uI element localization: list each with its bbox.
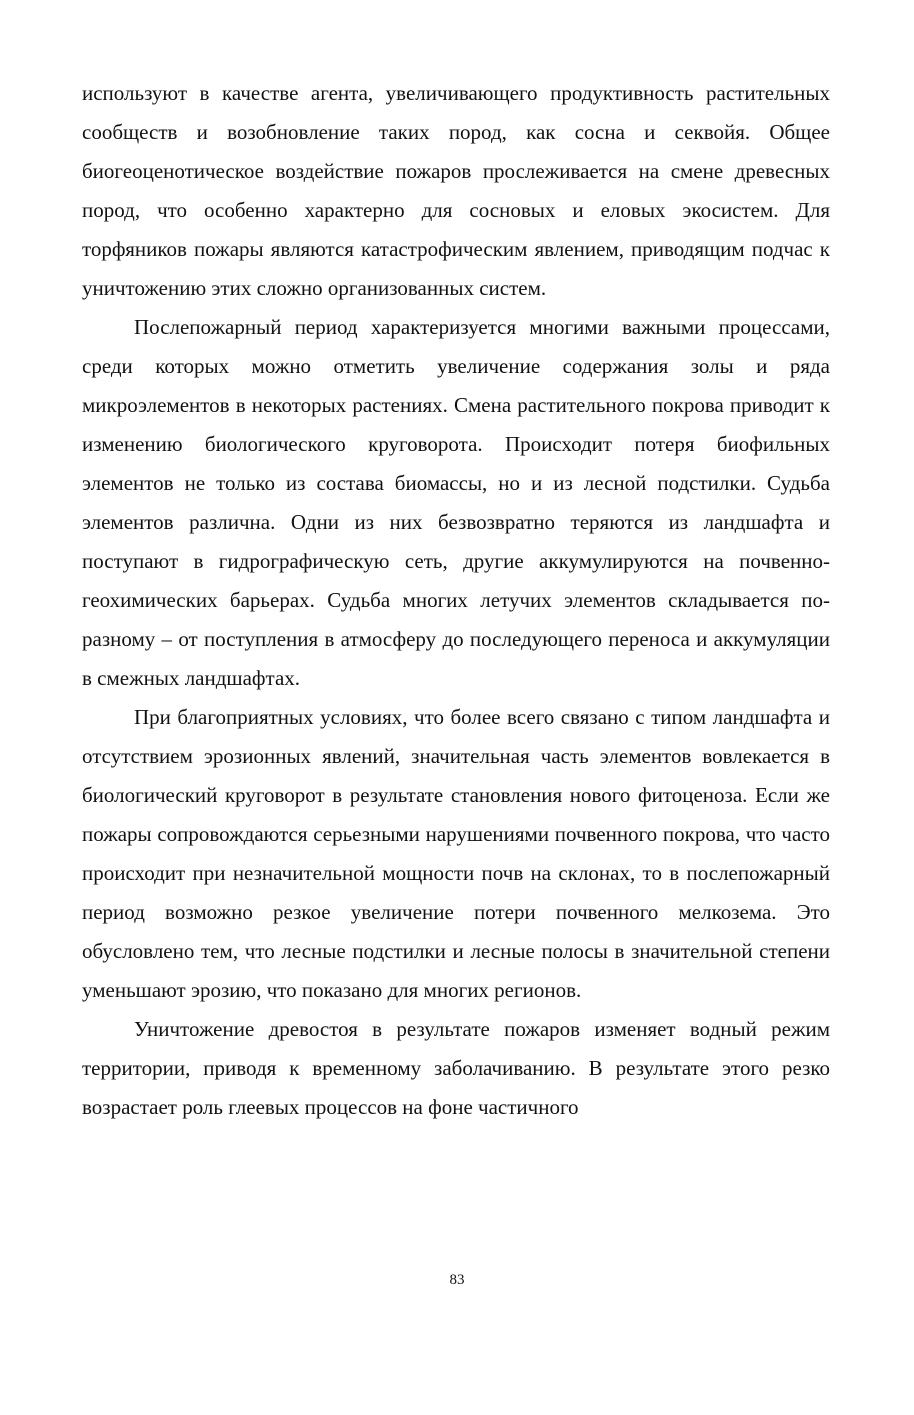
paragraph-favorable-conditions: При благоприятных условиях, что более всего связано с типом ландшафта и отсутствием эрозионных явлений, значительная часть элементов вовлекается в биологический круговорот в результате становления нового фитоценоза. Если же пожары сопровождаются серьезными нарушениями почвенного покрова, что часто происходит при незначительной мощности почв на склонах, то в послепожарный период возможно резкое увеличение потери почвенного мелкозема. Это обусловлено тем, что лесные подстилки и лесные полосы в значительной степени уменьшают эрозию, что показано для многих регионов. (82, 705, 830, 1002)
paragraph-post-fire-period: Послепожарный период характеризуется многими важными процессами, среди которых можно отметить увеличение содержания золы и ряда микроэлементов в некоторых растениях. Смена растительного покрова приводит к изменению биологического круговорота. Происходит потеря биофильных элементов не только из состава биомассы, но и из лесной подстилки. Судьба элементов различна. Одни из них безвозвратно теряются из ландшафта и поступают в гидрографическую сеть, другие аккумулируются на почвенно-геохимических барьерах. Судьба многих летучих элементов складывается по-разному – от поступления в атмосферу до последующего переноса и аккумуляции в смежных ландшафтах. (82, 315, 830, 690)
page-number: 83 (449, 1272, 465, 1288)
paragraph-continued: используют в качестве агента, увеличивающего продуктивность растительных сообществ и возобновление таких пород, как сосна и секвойя. Общее биогеоценотическое воздействие пожаров прослеживается на смене древесных пород, что особенно характерно для сосновых и еловых экосистем. Для торфяников пожары являются катастрофическим явлением, приводящим подчас к уничтожению этих сложно организованных систем. (82, 81, 830, 300)
paragraph-forest-destruction: Уничтожение древостоя в результате пожаров изменяет водный режим территории, приводя к временному заболачиванию. В результате этого резко возрастает роль глеевых процессов на фоне частичного (82, 1017, 830, 1119)
body-text (82, 74, 830, 1127)
